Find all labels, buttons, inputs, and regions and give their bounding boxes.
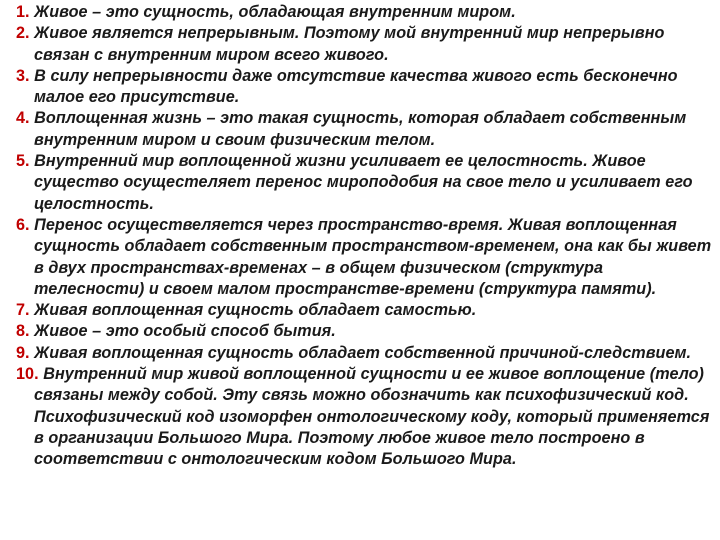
- item-number: 8.: [16, 322, 30, 341]
- list-item: [8, 2, 712, 23]
- item-number: 9.: [16, 343, 30, 362]
- item-text: Перенос осуществеляется через пространство-время. Живая воплощенная сущность обладает собственным пространством-временем, она как бы живет в двух пространствах-временах – в общем физическом (структура телесности) и своем малом пространстве-времени (структура памяти).: [34, 215, 712, 298]
- item-number: 3.: [16, 66, 30, 85]
- list-item: [8, 108, 712, 151]
- item-text: Живое – это сущность, обладающая внутренним миром.: [34, 3, 516, 21]
- item-text: Внутренний мир живой воплощенной сущности и ее живое воплощение (тело) связаны между собой. Эту связь можно обозначить как психофизический код. Психофизический код изоморфен онтологическому коду, который применяется в организации Большого Мира. Поэтому любое живое тело построено в соответствии с онтологическим кодом Большого Мира.: [34, 365, 710, 469]
- list-item: [8, 343, 712, 364]
- item-text: Воплощенная жизнь – это такая сущность, которая обладает собственным внутренним миром и своим физическим телом.: [34, 109, 687, 149]
- item-number: 1.: [16, 3, 30, 21]
- list-item: [8, 321, 712, 342]
- item-text: Живая воплощенная сущность обладает самостью.: [34, 301, 477, 320]
- list-item: [8, 23, 712, 66]
- item-number: 10.: [16, 365, 39, 384]
- item-text: В силу непрерывности даже отсутствие качества живого есть бесконечно малое его присутствие.: [34, 66, 678, 107]
- item-number: 5.: [16, 152, 30, 171]
- item-text: Внутренний мир воплощенной жизни усиливает ее целостность. Живое существо осущестеляет перенос мироподобия на свое тело и усиливает его целостность.: [34, 152, 693, 213]
- list-item: [8, 215, 712, 300]
- item-text: Живое является непрерывным. Поэтому мой внутренний мир непрерывно связан с внутренним миром всего живого.: [34, 24, 665, 64]
- item-text: Живая воплощенная сущность обладает собственной причиной-следствием.: [34, 343, 692, 362]
- list-item: [8, 364, 712, 470]
- item-number: 7.: [16, 301, 30, 320]
- item-number: 2.: [16, 24, 30, 43]
- item-number: 4.: [16, 109, 30, 128]
- list-item: [8, 300, 712, 321]
- item-text: Живое – это особый способ бытия.: [34, 322, 336, 341]
- list-item: [8, 66, 712, 109]
- numbered-list: [8, 2, 712, 471]
- list-item: [8, 151, 712, 215]
- item-number: 6.: [16, 215, 30, 234]
